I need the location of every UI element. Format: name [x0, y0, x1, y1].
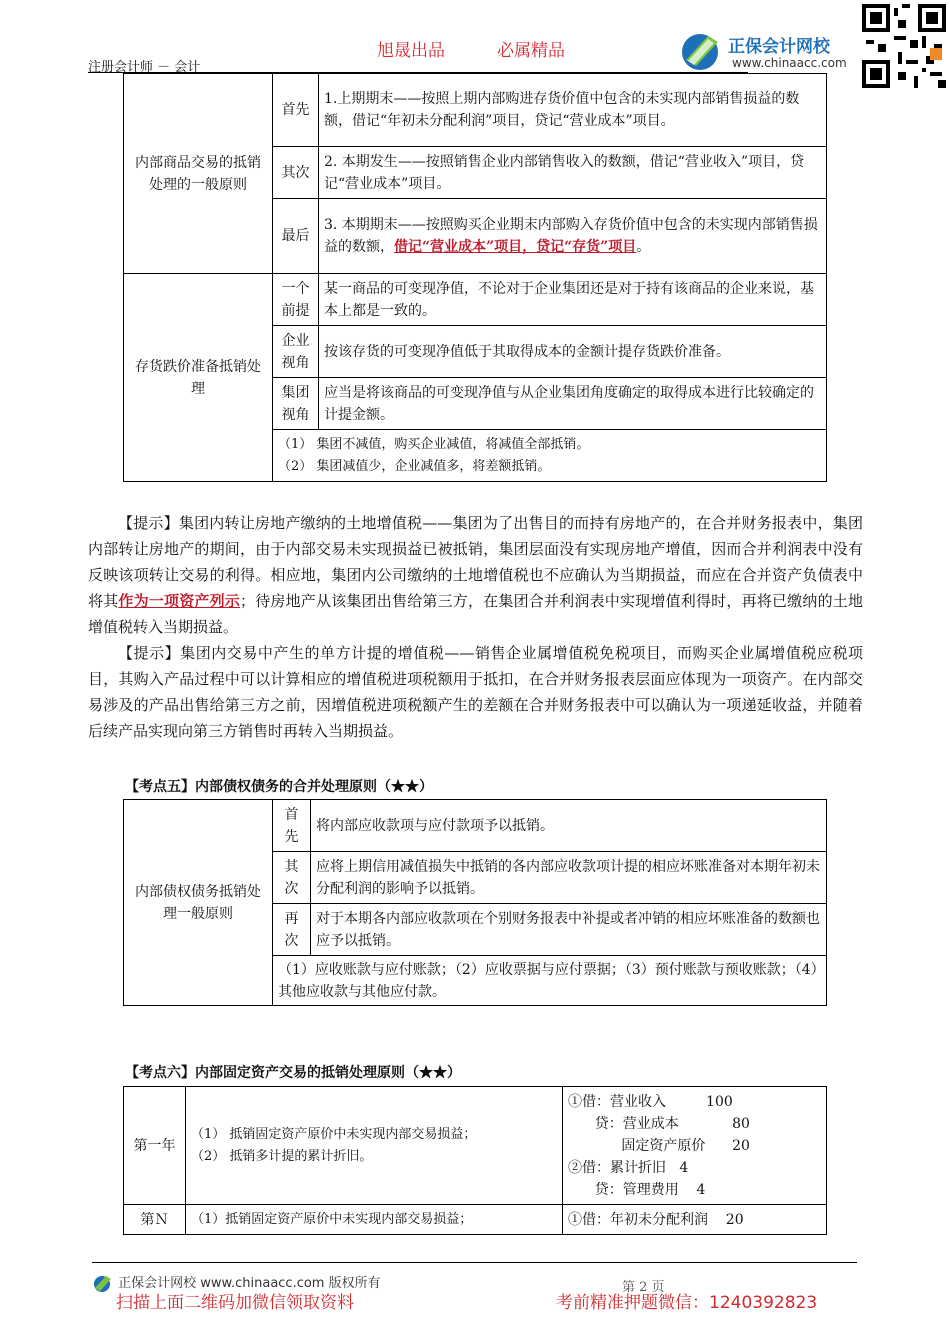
note-line: （1） 集团不减值，购买企业减值，将减值全部抵销。	[278, 436, 590, 452]
journal-entry: ②借：累计折旧 4	[568, 1159, 689, 1176]
tip-prefix: 【提示】集团内转让房地产缴纳的土地增值税——集团为了出售目的而持有房地产的，在合并财务报表中，集团内部转让房地产的期间，由于内部交易未实现损益已被抵销，集团层面没有实现房地产增值，因而合并利润表中没有反映该项转让交易的利得。相应地，集团内公司缴纳的土地增值税也不应确认为当期损益，而应在合并资产负债表中将其	[88, 514, 863, 610]
table-debt-principles	[123, 799, 827, 1006]
step-text: 应将上期信用减值损失中抵销的各内部应收款项计提的相应坏账准备对本期年初未分配利润的影响予以抵销。	[311, 852, 827, 904]
qr-code[interactable]	[862, 4, 946, 88]
step-text-prefix: 3. 本期期末——按照购买企业期末内部购入存货价值中包含的未实现内部销售损益的数额，	[324, 217, 818, 255]
section6-heading: 【考点六】内部固定资产交易的抵销处理原则（★★）	[125, 1065, 461, 1081]
table-inventory-principles	[123, 73, 827, 482]
footer-divider	[92, 1262, 857, 1263]
notes-cell: （1）应收账款与应付账款；（2）应收票据与应付票据；（3）预付账款与预收账款；（4）其他应收款与其他应付款。	[273, 956, 827, 1006]
entries-cell	[563, 1205, 827, 1235]
principle-line: （1）抵销固定资产原价中未实现内部交易损益；	[191, 1211, 473, 1227]
step-label: 集团视角	[273, 378, 319, 430]
group-cell: 内部商品交易的抵销处理的一般原则	[124, 74, 273, 274]
step-label: 首先	[273, 74, 319, 147]
journal-entry: 贷：营业成本 80	[568, 1115, 750, 1132]
journal-entry: 贷：管理费用 4	[568, 1181, 706, 1198]
step-label: 其次	[273, 147, 319, 199]
promo-scan-qr: 扫描上面二维码加微信领取资料	[116, 1293, 354, 1313]
step-label: 企业视角	[273, 326, 319, 378]
step-label: 其次	[273, 852, 311, 904]
principle-line: （1） 抵销固定资产原价中未实现内部交易损益；	[191, 1126, 477, 1142]
step-label: 一个前提	[273, 274, 319, 326]
section5-heading: 【考点五】内部债权债务的合并处理原则（★★）	[125, 779, 433, 795]
brand-logo-icon	[678, 30, 726, 72]
notes-cell	[273, 430, 827, 482]
promo-left: 旭晟出品	[377, 41, 445, 61]
brand-url: www.chinaacc.com	[732, 56, 847, 70]
entries-cell	[563, 1087, 827, 1205]
footer-logo-icon	[92, 1274, 114, 1294]
step-text-emphasis: 借记“营业成本”项目，贷记“存货”项目	[394, 239, 637, 255]
principle-cell	[186, 1087, 563, 1205]
doc-title: 注册会计师 － 会计	[88, 60, 201, 75]
table-fixed-asset	[123, 1086, 827, 1235]
principle-cell	[186, 1205, 563, 1235]
qr-code-icon	[862, 4, 946, 88]
note-line: （2） 集团减值少，企业减值多，将差额抵销。	[278, 458, 551, 474]
year-label: 第一年	[124, 1087, 186, 1205]
year-label: 第Ｎ	[124, 1205, 186, 1235]
journal-entry: ①借：年初未分配利润 20	[568, 1211, 744, 1228]
step-text: 2. 本期发生——按照销售企业内部销售收入的数额，借记“营业收入”项目，贷记“营业成本”项目。	[319, 147, 827, 199]
brand-logo[interactable]	[678, 30, 863, 74]
group-cell: 存货跌价准备抵销处理	[124, 274, 273, 482]
step-text	[319, 199, 827, 274]
step-text: 1.上期期末——按照上期内部购进存货价值中包含的未实现内部销售损益的数额，借记“年初未分配利润”项目，贷记“营业成本”项目。	[319, 74, 827, 147]
promo-right: 必属精品	[497, 41, 565, 61]
tip-suffix: ；待房地产从该集团出售给第三方，在集团合并利润表中实现增值利得时，再将已缴纳的土地增值税转入当期损益。	[88, 592, 863, 636]
brand-name: 正保会计网校	[728, 37, 830, 57]
step-text: 某一商品的可变现净值，不论对于企业集团还是对于持有该商品的企业来说，基本上都是一致的。	[319, 274, 827, 326]
step-text: 对于本期各内部应收款项在个别财务报表中补提或者冲销的相应坏账准备的数额也应予以抵销。	[311, 904, 827, 956]
principle-line: （2） 抵销多计提的累计折旧。	[191, 1148, 373, 1164]
journal-entry: ①借：营业收入 100	[568, 1093, 733, 1110]
journal-entry: 固定资产原价 20	[568, 1137, 750, 1154]
tip-emphasis: 作为一项资产列示	[118, 592, 240, 610]
step-text-suffix: 。	[636, 239, 651, 255]
step-label: 再次	[273, 904, 311, 956]
step-text: 将内部应收款项与应付款项予以抵销。	[311, 800, 827, 852]
footer-copyright-text: 正保会计网校 www.chinaacc.com 版权所有	[118, 1276, 381, 1291]
step-text: 应当是将该商品的可变现净值与从企业集团角度确定的取得成本进行比较确定的计提金额。	[319, 378, 827, 430]
step-label: 首先	[273, 800, 311, 852]
group-cell: 内部债权债务抵销处理一般原则	[124, 800, 273, 1006]
tip-paragraph	[88, 510, 863, 640]
tip-prefix: 【提示】集团内交易中产生的单方计提的增值税——销售企业属增值税免税项目，而购买企业属增值税应税项目，其购入产品过程中可以计算相应的增值税进项税额用于抵扣，在合并财务报表层面应体现为一项资产。在内部交易涉及的产品出售给第三方之前，因增值税进项税额产生的差额在合并财务报表中可以确认为一项递延收益，并随着后续产品实现向第三方销售时再转入当期损益。	[88, 644, 863, 740]
page-number: 第 2 页	[622, 1280, 665, 1295]
step-label: 最后	[273, 199, 319, 274]
tip-paragraph	[88, 640, 863, 744]
step-text: 按该存货的可变现净值低于其取得成本的金额计提存货跌价准备。	[319, 326, 827, 378]
promo-wechat: 考前精准押题微信：1240392823	[556, 1293, 818, 1313]
